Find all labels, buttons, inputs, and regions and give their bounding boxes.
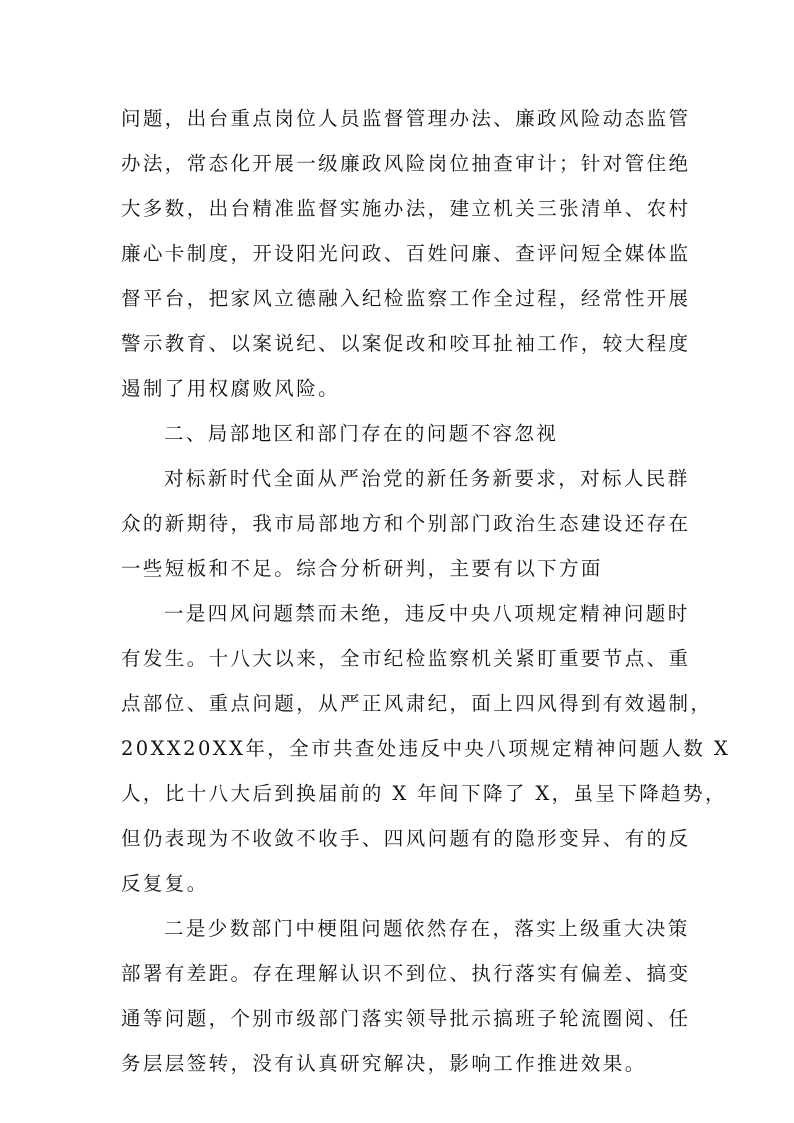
text-line: 一是四风问题禁而未绝，违反中央八项规定精神问题时 [164,602,690,625]
text-line: 点部位、重点问题，从严正风肃纪，面上四风得到有效遏制， [121,692,713,715]
text-line: 反复复。 [121,872,209,895]
text-line: 一些短板和不足。综合分析研判，主要有以下方面 [121,557,603,580]
text-line: 有发生。十八大以来，全市纪检监察机关紧盯重要节点、重 [121,647,691,670]
text-line: 廉心卡制度，开设阳光问政、百姓问廉、查评问短全媒体监 [121,242,691,265]
text-line: 大多数，出台精准监督实施办法，建立机关三张清单、农村 [121,197,691,220]
text-line: 警示教育、以案说纪、以案促改和咬耳扯袖工作，较大程度 [121,332,691,355]
text-line: 20XX20XX年，全市共查处违反中央八项规定精神问题人数 X [121,737,731,760]
text-line: 二是少数部门中梗阻问题依然存在，落实上级重大决策 [164,917,690,940]
text-line: 众的新期待，我市局部地方和个别部门政治生态建设还存在 [121,512,691,535]
text-line: 遏制了用权腐败风险。 [121,377,341,400]
text-line: 务层层签转，没有认真研究解决，影响工作推进效果。 [121,1052,647,1075]
text-line: 对标新时代全面从严治党的新任务新要求，对标人民群 [164,467,690,490]
text-line: 督平台，把家风立德融入纪检监察工作全过程，经常性开展 [121,287,691,310]
document-body [121,96,731,1086]
text-line: 但仍表现为不收敛不收手、四风问题有的隐形变异、有的反 [121,827,691,850]
text-line: 人，比十八大后到换届前的 X 年间下降了 X，虽呈下降趋势， [121,782,727,805]
text-line: 办法，常态化开展一级廉政风险岗位抽查审计；针对管住绝 [121,152,691,175]
text-line: 通等问题，个别市级部门落实领导批示搞班子轮流圈阅、任 [121,1007,691,1030]
text-line: 部署有差距。存在理解认识不到位、执行落实有偏差、搞变 [121,962,691,985]
text-line: 问题，出台重点岗位人员监督管理办法、廉政风险动态监管 [121,107,691,130]
section-heading: 二、局部地区和部门存在的问题不容忽视 [164,422,559,445]
